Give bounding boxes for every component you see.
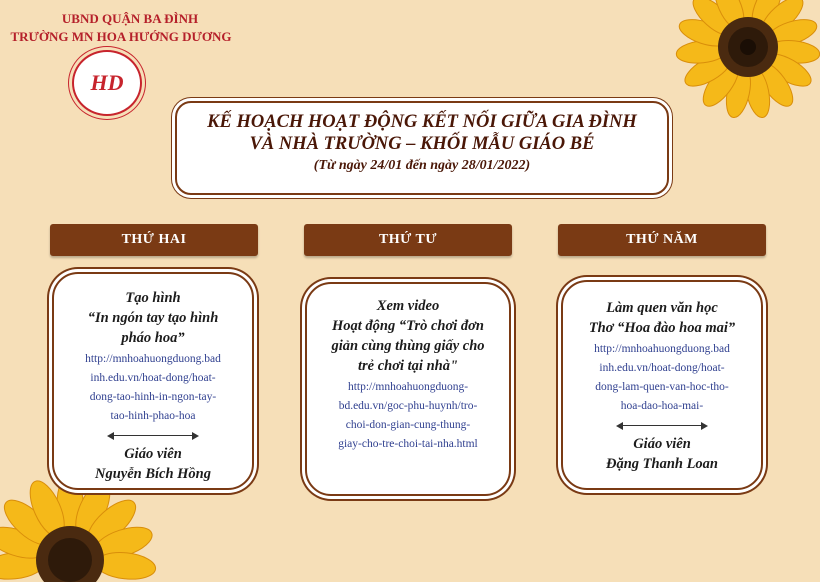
activity-link-line[interactable]: http://mnhoahuongduong-: [347, 381, 469, 393]
teacher-name: Nguyễn Bích Hồng: [94, 466, 211, 482]
teacher-name: Đặng Thanh Loan: [605, 456, 718, 472]
activity-link-line[interactable]: inh.edu.vn/hoat-dong/hoat-: [599, 362, 725, 374]
activity-type: Làm quen văn học: [606, 300, 718, 316]
activity-link[interactable]: [563, 340, 761, 416]
double-arrow-divider: [107, 432, 199, 440]
sunflower-icon: [668, 0, 820, 122]
activity-type: Tạo hình: [125, 290, 181, 306]
activity-link-line[interactable]: tao-hinh-phao-hoa: [110, 410, 196, 422]
activity-title: pháo hoa”: [121, 330, 185, 346]
day-banner-wednesday: THỨ TƯ: [304, 224, 512, 256]
org-line-2: TRƯỜNG MN HOA HƯỚNG DƯƠNG: [10, 29, 232, 44]
activity-link-line[interactable]: inh.edu.vn/hoat-dong/hoat-: [90, 372, 216, 384]
activity-title: giản cùng thùng giấy cho: [331, 338, 485, 354]
activity-link-line[interactable]: choi-don-gian-cung-thung-: [345, 419, 471, 431]
activity-link-line[interactable]: giay-cho-tre-choi-tai-nha.html: [338, 438, 478, 450]
teacher-label: Giáo viên: [633, 436, 691, 452]
school-header: [0, 10, 260, 46]
activity-title: Thơ “Hoa đào hoa mai”: [588, 320, 736, 336]
activity-title: “In ngón tay tạo hình: [87, 310, 219, 326]
day-banner-thursday: THỨ NĂM: [558, 224, 766, 256]
double-arrow-divider: [616, 422, 708, 430]
activity-type: Xem video: [376, 298, 440, 314]
day-banner-monday: THỨ HAI: [50, 224, 258, 256]
date-range: (Từ ngày 24/01 đến ngày 28/01/2022): [313, 158, 531, 173]
teacher-label: Giáo viên: [124, 446, 182, 462]
activity-link-line[interactable]: http://mnhoahuongduong.bad: [85, 353, 221, 365]
activity-card-wednesday: [305, 282, 511, 496]
logo-text: HD: [90, 70, 124, 95]
activity-link-line[interactable]: hoa-dao-hoa-mai-: [620, 400, 704, 412]
school-logo: [72, 50, 142, 116]
activity-card-thursday: [561, 280, 763, 490]
plan-title-line-2: VÀ NHÀ TRƯỜNG – KHỐI MẪU GIÁO BÉ: [249, 134, 595, 154]
activity-link-line[interactable]: dong-lam-quen-van-hoc-tho-: [595, 381, 729, 393]
org-line-1: UBND QUẬN BA ĐÌNH: [61, 11, 199, 26]
activity-title: Hoạt động “Trò chơi đơn: [332, 318, 484, 334]
plan-title-line-1: KẾ HOẠCH HOẠT ĐỘNG KẾT NỐI GIỮA GIA ĐÌNH: [207, 112, 637, 132]
activity-link[interactable]: [307, 378, 509, 454]
activity-link-line[interactable]: bd.edu.vn/goc-phu-huynh/tro-: [338, 400, 478, 412]
title-box: [175, 101, 669, 195]
activity-card-monday: [52, 272, 254, 490]
activity-title: trẻ chơi tại nhà": [357, 358, 459, 374]
activity-link-line[interactable]: dong-tao-hinh-in-ngon-tay-: [89, 391, 217, 403]
activity-link-line[interactable]: http://mnhoahuongduong.bad: [594, 343, 730, 355]
activity-link[interactable]: [54, 350, 252, 426]
